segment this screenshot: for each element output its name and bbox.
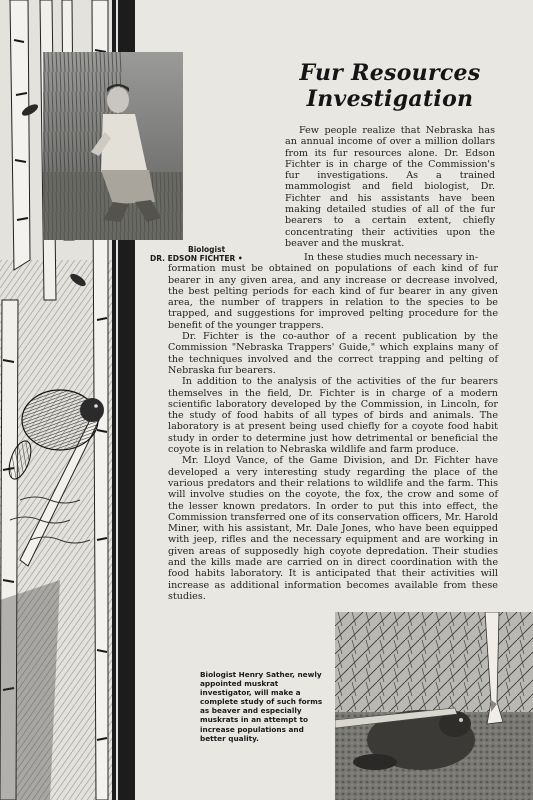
caption-role: Biologist [188, 245, 226, 254]
title-line-2: Investigation [306, 86, 474, 112]
muskrat-caption: Biologist Henry Sather, newly appointed muskrat investigator, will make a complete study of such forms as beaver and especially muskrats in an attempt to increase populations and better quality. [200, 670, 323, 743]
intro-text-block [285, 125, 495, 249]
biologist-photo [43, 52, 183, 240]
beaver-at-tree-icon [335, 612, 533, 800]
title-line-1: Fur Resources [299, 60, 481, 86]
paragraph-4: In addition to the analysis of the activities of the fur bearers themselves in the field, Dr. Fichter is in charge of a modern scientific laboratory developed by the Commission, in Lincoln, for the study of food habits of all types of birds and animals. The laboratory is at present being used chiefly for a coyote food habit study in order to determine just how detrimental or beneficial the coyote is in relation to Nebraska wildlife and farm produce. [168, 376, 498, 456]
article-title [290, 60, 490, 112]
man-in-marsh-icon [43, 52, 183, 240]
caption-name: DR. EDSON FICHTER • [150, 254, 243, 263]
paragraph-2 [168, 252, 498, 331]
paragraph-2-rest: formation must be obtained on populations of each kind of fur bearer in any given area, and any increase or decrease involved, the best pelting periods for each kind of fur bearer in any given area, the number of trappers in relation to the species to be trapped, and suggestions for improved pelting procedure for the benefit of the younger trappers. [168, 263, 498, 331]
beaver-photo [335, 612, 533, 800]
paragraph-3: Dr. Fichter is the co-author of a recent publication by the Commission "Nebraska Trappers' Guide," which explains many of the techniques involved and the correct trapping and pelting of Nebraska fur bearers. [168, 331, 498, 376]
paragraph-5: Mr. Lloyd Vance, of the Game Division, and Dr. Fichter have developed a very interesting study regarding the place of the various predators and their relations to wildlife and the farm. This will involve studies on the coyote, the fox, the crow and some of the lesser known predators. In order to put this into effect, the Commission transferred one of its conservation officers, Mr. Harold Miner, with his assistant, Mr. Dale Jones, who have been equipped with jeep, rifles and the necessary equipment and are working in given areas of supposedly high coyote depredation. Their studies and the kills made are carried on in direct coordination with the food habits laboratory. It is anticipated that their activities will increase as additional information becomes available from these studies. [168, 455, 498, 602]
paragraph-2-first-line: In these studies much necessary in- [304, 252, 479, 263]
paragraph-1: Few people realize that Nebraska has an annual income of over a million dollars from its fur resources alone. Dr. Edson Fichter is in charge of the Commission's fur investigations. As a trained mammologist and field biologist, Dr. Fichter and his assistants have been making detailed studies of all of the fur bearers to a certain extent, chiefly concentrating their activities upon the beaver and the muskrat. [285, 125, 495, 249]
main-text-block [168, 252, 498, 602]
